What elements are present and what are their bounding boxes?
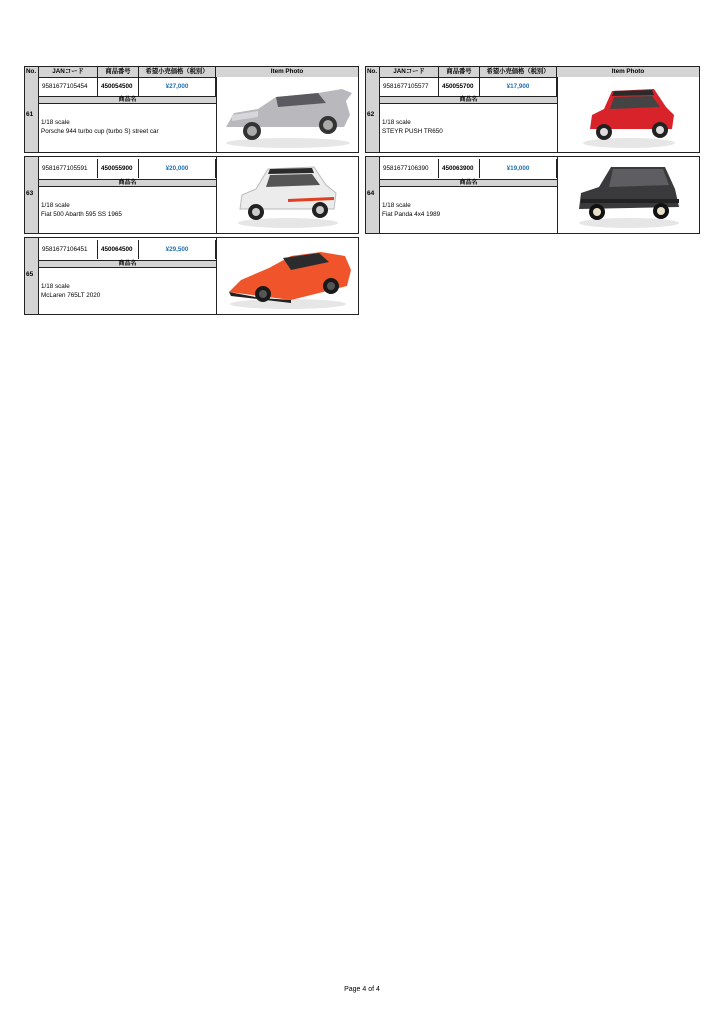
scale-text: 1/18 scale <box>382 119 411 126</box>
price: ¥19,000 <box>480 159 557 178</box>
product-name: McLaren 765LT 2020 <box>41 291 101 299</box>
price: ¥29,500 <box>139 240 216 259</box>
scale-text: 1/18 scale <box>41 119 70 126</box>
product-description <box>41 119 214 136</box>
product-name-label: 商品名 <box>380 179 557 187</box>
item-number: 65 <box>26 271 34 278</box>
jan-code: 9581677105454 <box>39 77 98 96</box>
sku: 450055900 <box>98 159 139 178</box>
product-card <box>24 66 359 153</box>
item-number: 62 <box>367 111 375 118</box>
header-price: 希望小売価格（税別） <box>480 67 557 77</box>
jan-code: 9581677105591 <box>39 159 98 178</box>
product-description <box>382 119 555 136</box>
sku: 450064500 <box>98 240 139 259</box>
dark-hatchback-photo <box>557 157 699 233</box>
header-sku: 商品番号 <box>439 67 480 77</box>
page-footer: Page 4 of 4 <box>344 986 380 993</box>
item-number: 61 <box>26 111 34 118</box>
white-small-car-photo <box>216 157 358 233</box>
product-name: Porsche 944 turbo cup (turbo S) street car <box>41 127 159 135</box>
header-photo: Item Photo <box>611 68 645 75</box>
item-number: 64 <box>367 190 375 197</box>
header-no: No. <box>25 67 39 77</box>
price: ¥17,900 <box>480 77 557 96</box>
item-number-cell <box>366 77 380 152</box>
product-name-label: 商品名 <box>39 96 216 104</box>
jan-code: 9581677106451 <box>39 240 98 259</box>
scale-text: 1/18 scale <box>41 283 70 290</box>
jan-code: 9581677105577 <box>380 77 439 96</box>
product-name-label: 商品名 <box>380 96 557 104</box>
product-card <box>24 237 359 315</box>
header-jan: JANコード <box>39 67 98 77</box>
header-photo: Item Photo <box>270 68 304 75</box>
silver-coupe-photo <box>216 77 358 152</box>
scale-text: 1/18 scale <box>382 202 411 209</box>
header-sku: 商品番号 <box>98 67 139 77</box>
orange-supercar-photo <box>216 238 358 314</box>
item-number: 63 <box>26 190 34 197</box>
sku: 450054500 <box>98 77 139 96</box>
sku: 450063900 <box>439 159 480 178</box>
product-card <box>24 156 359 234</box>
price: ¥20,000 <box>139 159 216 178</box>
price: ¥27,000 <box>139 77 216 96</box>
item-number-cell <box>25 77 39 152</box>
product-name: Fiat 500 Abarth 595 SS 1965 <box>41 210 122 218</box>
header-price: 希望小売価格（税別） <box>139 67 216 77</box>
product-card <box>365 156 700 234</box>
jan-code: 9581677106390 <box>380 159 439 178</box>
sku: 450055700 <box>439 77 480 96</box>
product-description <box>382 202 555 219</box>
header-jan: JANコード <box>380 67 439 77</box>
header-no: No. <box>366 67 380 77</box>
product-name: STEYR PUSH TR650 <box>382 127 443 135</box>
product-card <box>365 66 700 153</box>
product-name-label: 商品名 <box>39 179 216 187</box>
red-small-car-photo <box>557 77 699 152</box>
item-number-cell <box>25 238 39 314</box>
item-number-cell <box>25 157 39 233</box>
product-name: Fiat Panda 4x4 1989 <box>382 210 441 218</box>
item-number-cell <box>366 157 380 233</box>
product-name-label: 商品名 <box>39 260 216 268</box>
product-description <box>41 283 214 300</box>
product-description <box>41 202 214 219</box>
scale-text: 1/18 scale <box>41 202 70 209</box>
